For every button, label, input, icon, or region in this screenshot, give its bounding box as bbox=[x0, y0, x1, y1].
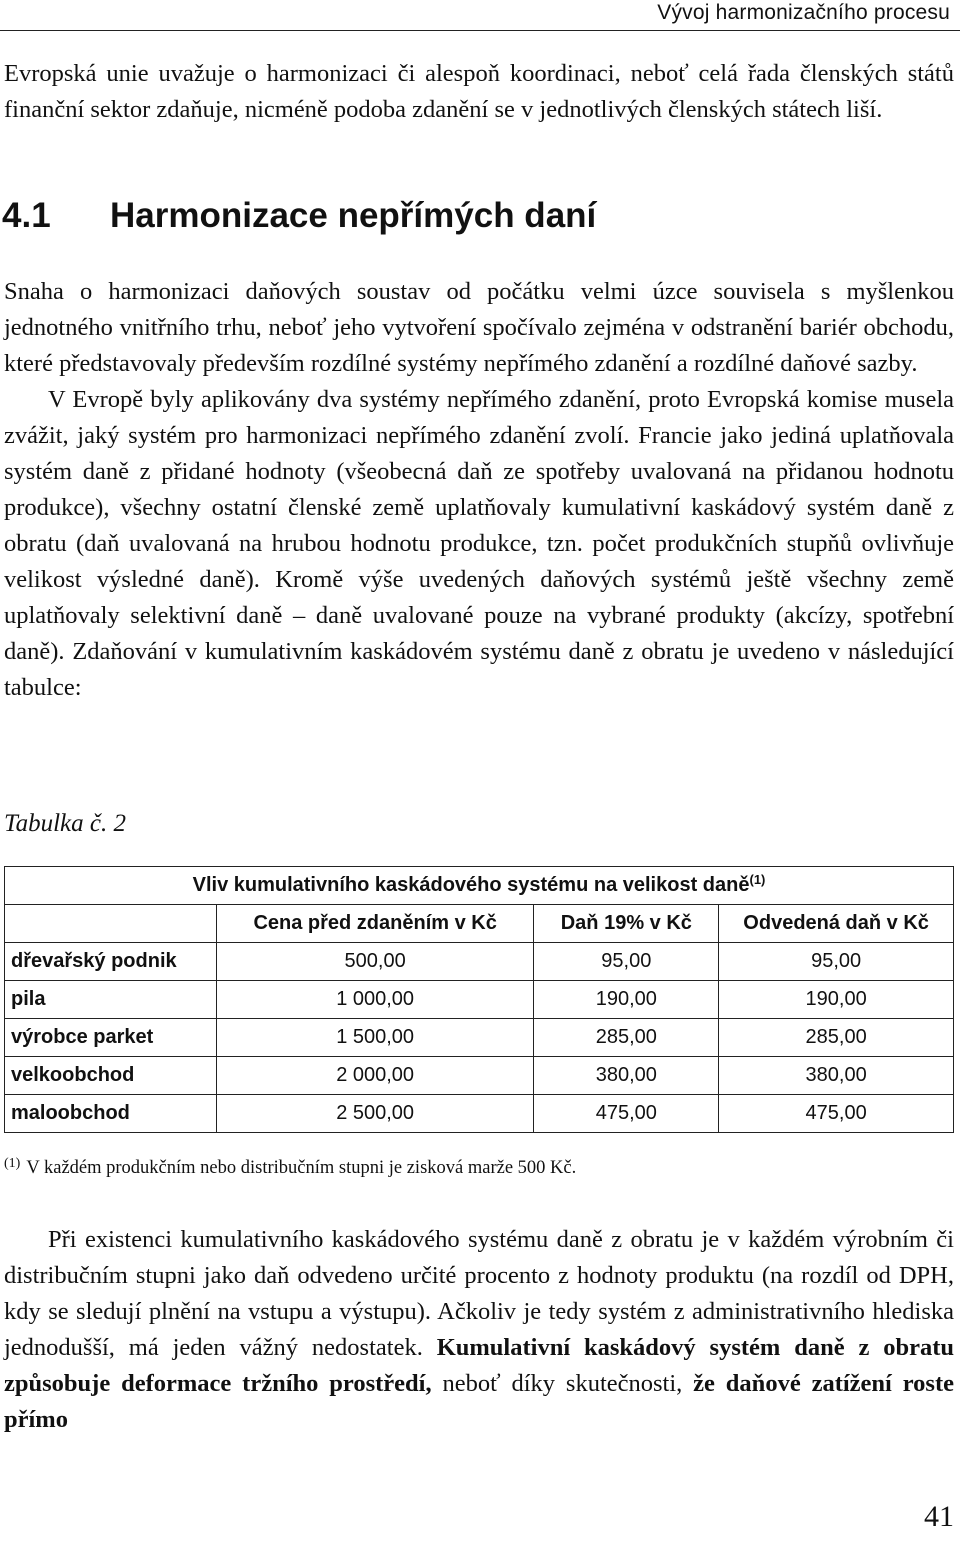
running-header bbox=[0, 0, 960, 31]
cell-tax: 475,00 bbox=[534, 1095, 719, 1133]
closing-text: neboť díky skutečnosti, bbox=[431, 1370, 694, 1397]
row-label: pila bbox=[5, 981, 217, 1019]
title-note-mark: (1) bbox=[749, 872, 766, 887]
column-header: Odvedená daň v Kč bbox=[719, 905, 954, 943]
footnote-text: V každém produkčním nebo distribučním stupni je zisková marže 500 Kč. bbox=[26, 1158, 577, 1178]
closing-emphasis: že daňové zatížení roste přímo bbox=[4, 1370, 954, 1433]
page-number: 41 bbox=[924, 1500, 954, 1533]
table-corner-cell bbox=[5, 905, 217, 943]
cell-tax: 95,00 bbox=[534, 943, 719, 981]
footnote-mark: (1) bbox=[4, 1156, 21, 1171]
closing-text: Při existenci kumulativního kaskádového systému daně z obratu je v každém výrobním či distribučním stupni jako daň odvedeno určité procento z hodnoty produktu (na rozdíl od DPH, kdy se sledují plnění na vstupu a výstupu). Ačkoliv je tedy systém z administrativního hlediska jednodušší, má jeden vážný nedostatek. bbox=[4, 1226, 954, 1361]
row-label: výrobce parket bbox=[5, 1019, 217, 1057]
table-title-row bbox=[5, 867, 954, 905]
row-label: velkoobchod bbox=[5, 1057, 217, 1095]
column-header: Daň 19% v Kč bbox=[534, 905, 719, 943]
cell-price: 1 500,00 bbox=[216, 1019, 534, 1057]
cell-price: 500,00 bbox=[216, 943, 534, 981]
section-paragraph: Snaha o harmonizaci daňových soustav od počátku velmi úzce souvisela s myšlenkou jednotného vnitřního trhu, neboť jeho vytvoření spočívalo zejména v odstranění bariér obchodu, které představovaly především rozdílné systémy nepřímého zdanění a rozdílné daňové sazby. bbox=[4, 278, 954, 377]
column-header: Cena před zdaněním v Kč bbox=[216, 905, 534, 943]
table-title: Vliv kumulativního kaskádového systému na velikost daně$^{(1)}$ bbox=[5, 867, 954, 905]
cell-paid-tax: 475,00 bbox=[719, 1095, 954, 1133]
cell-price: 1 000,00 bbox=[216, 981, 534, 1019]
cell-tax: 190,00 bbox=[534, 981, 719, 1019]
cell-paid-tax: 285,00 bbox=[719, 1019, 954, 1057]
section-number: 4.1 bbox=[2, 196, 51, 235]
cell-paid-tax: 95,00 bbox=[719, 943, 954, 981]
section-title: Harmonizace nepřímých daní bbox=[110, 196, 597, 235]
table-row bbox=[5, 943, 954, 981]
table-caption: Tabulka č. 2 bbox=[4, 810, 126, 837]
cell-tax: 380,00 bbox=[534, 1057, 719, 1095]
table-row bbox=[5, 1095, 954, 1133]
tax-table bbox=[4, 866, 954, 1133]
running-title: Vývoj harmonizačního procesu bbox=[657, 1, 950, 24]
cell-tax: 285,00 bbox=[534, 1019, 719, 1057]
intro-paragraph: Evropská unie uvažuje o harmonizaci či alespoň koordinaci, neboť celá řada členských států finanční sektor zdaňuje, nicméně podoba zdanění se v jednotlivých členských státech liší. bbox=[4, 60, 954, 123]
cell-paid-tax: 380,00 bbox=[719, 1057, 954, 1095]
closing-emphasis: Kumulativní kaskádový systém daně z obratu způsobuje deformace tržního prostředí, bbox=[4, 1334, 954, 1397]
table-footnote bbox=[4, 1158, 576, 1179]
cell-price: 2 000,00 bbox=[216, 1057, 534, 1095]
table-row bbox=[5, 1019, 954, 1057]
cell-price: 2 500,00 bbox=[216, 1095, 534, 1133]
section-heading bbox=[2, 196, 596, 236]
section-paragraph: V Evropě byly aplikovány dva systémy nepřímého zdanění, proto Evropská komise musela zvážit, jaký systém pro harmonizaci nepřímého zdanění zvolí. Francie jako jediná uplatňovala systém daně z přidané hodnoty (všeobecná daň ze spotřeby uvalovaná na přidanou hodnotu produkce), všechny ostatní členské země uplatňovaly kumulativní kaskádový systém daně z obratu (daň uvalovaná na hrubou hodnotu produkce, tzn. počet produkčních stupňů ovlivňuje velikost výsledné daně). Kromě výše uvedených daňových systémů ještě všechny země uplatňovaly selektivní daně – daně uvalované pouze na vybrané produkty (akcízy, spotřební daně). Zdaňování v kumulativním kaskádovém systému daně z obratu je uvedeno v následující tabulce: bbox=[4, 386, 954, 701]
row-label: dřevařský podnik bbox=[5, 943, 217, 981]
closing-paragraph bbox=[4, 1222, 954, 1438]
table-row bbox=[5, 981, 954, 1019]
table-header-row bbox=[5, 905, 954, 943]
cell-paid-tax: 190,00 bbox=[719, 981, 954, 1019]
table-row bbox=[5, 1057, 954, 1095]
section-body bbox=[4, 274, 954, 706]
row-label: maloobchod bbox=[5, 1095, 217, 1133]
